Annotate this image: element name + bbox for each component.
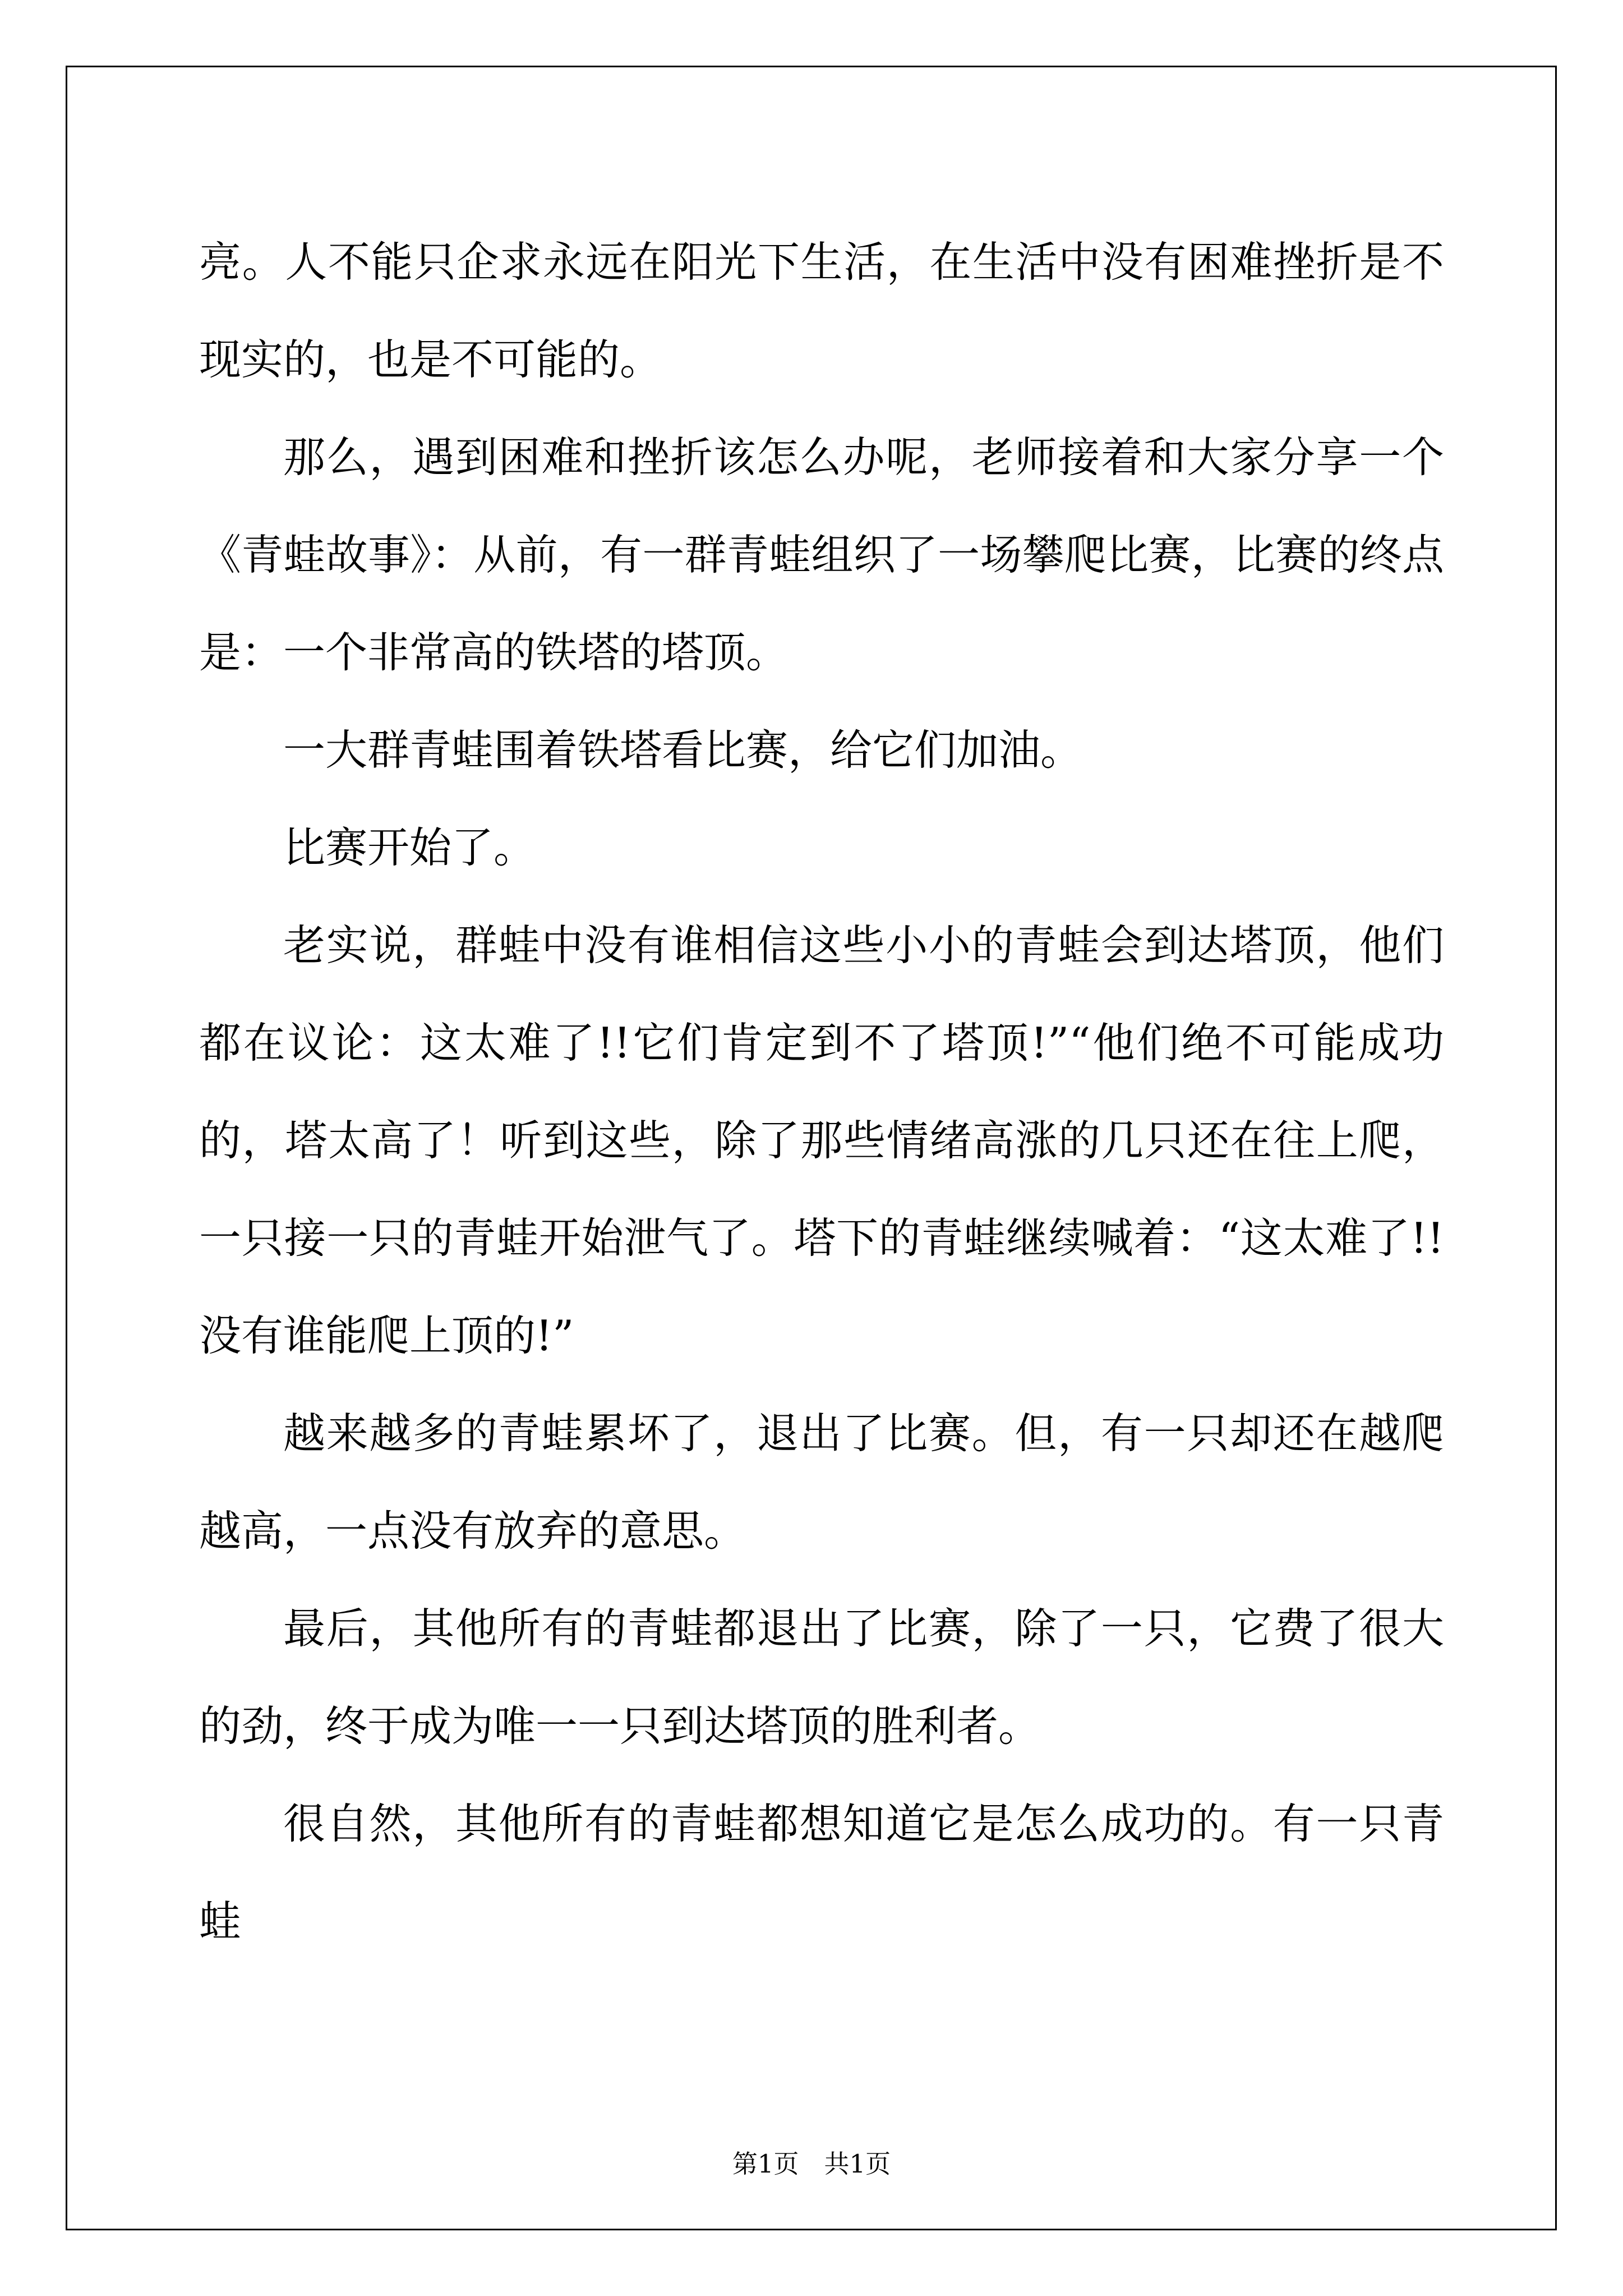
paragraph-3: 一大群青蛙围着铁塔看比赛，给它们加油。 [283,725,1083,775]
document-body [199,213,1444,1970]
paragraph-2: 那么，遇到困难和挫折该怎么办呢，老师接着和大家分享一个《青蛙故事》：从前，有一群青蛙组织了一场攀爬比赛，比赛的终点是：一个非常高的铁塔的塔顶。 [199,432,1444,677]
paragraph-1: 亮。人不能只企求永远在阳光下生活，在生活中没有困难挫折是不现实的，也是不可能的。 [199,237,1444,384]
page-footer: 第1页 共1页 [732,2149,891,2179]
paragraph-8: 很自然，其他所有的青蛙都想知道它是怎么成功的。有一只青蛙 [199,1799,1444,1946]
paragraph-6: 越来越多的青蛙累坏了，退出了比赛。但，有一只却还在越爬越高，一点没有放弃的意思。 [199,1409,1444,1556]
paragraph-4: 比赛开始了。 [283,823,536,872]
paragraph-5: 老实说，群蛙中没有谁相信这些小小的青蛙会到达塔顶，他们都在议论：这太难了!!它们肯定到不了塔顶!”“他们绝不可能成功的，塔太高了！听到这些，除了那些情绪高涨的几只还在往上爬，一只接一只的青蛙开始泄气了。塔下的青蛙继续喊着：“这太难了!!没有谁能爬上顶的!” [199,921,1444,1360]
paragraph-7: 最后，其他所有的青蛙都退出了比赛，除了一只，它费了很大的劲，终于成为唯一一只到达塔顶的胜利者。 [199,1604,1444,1751]
